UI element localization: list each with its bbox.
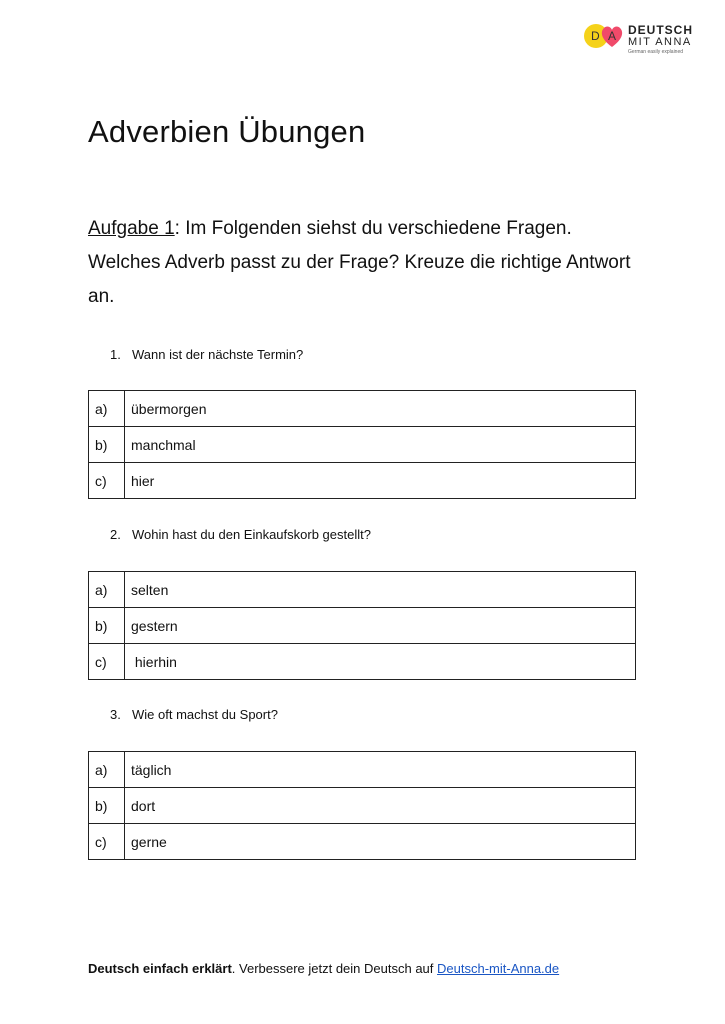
- answer-table-1: [88, 390, 636, 499]
- option-label: c): [89, 644, 125, 680]
- table-row[interactable]: [89, 644, 636, 680]
- option-answer: dort: [125, 788, 636, 824]
- option-answer: manchmal: [125, 427, 636, 463]
- task-label: Aufgabe 1: [88, 218, 175, 239]
- option-answer: gerne: [125, 824, 636, 860]
- table-row[interactable]: [89, 391, 636, 427]
- footer-tagline: Deutsch einfach erklärt: [88, 961, 232, 976]
- question-text: Wann ist der nächste Termin?: [132, 347, 304, 362]
- table-row[interactable]: [89, 824, 636, 860]
- option-label: b): [89, 427, 125, 463]
- footer-text: . Verbessere jetzt dein Deutsch auf: [231, 961, 438, 976]
- brand-logo: [584, 22, 704, 58]
- page-footer: [88, 961, 559, 976]
- table-row[interactable]: [89, 788, 636, 824]
- option-label: b): [89, 608, 125, 644]
- option-label: a): [89, 572, 125, 608]
- logo-letter-d: D: [591, 29, 600, 43]
- table-row[interactable]: [89, 752, 636, 788]
- question-text: Wie oft machst du Sport?: [132, 707, 278, 722]
- option-answer: selten: [125, 572, 636, 608]
- question-3: [110, 707, 278, 722]
- answer-table-3: [88, 751, 636, 860]
- footer-website-link[interactable]: Deutsch-mit-Anna.de: [437, 961, 560, 976]
- logo-letter-a: A: [608, 29, 617, 43]
- table-row[interactable]: [89, 427, 636, 463]
- option-answer: hierhin: [125, 644, 636, 680]
- question-text: Wohin hast du den Einkaufskorb gestellt?: [132, 527, 371, 542]
- table-row[interactable]: [89, 463, 636, 499]
- option-answer: gestern: [125, 608, 636, 644]
- option-label: a): [89, 752, 125, 788]
- question-number: 1.: [110, 347, 121, 362]
- question-2: [110, 527, 371, 542]
- answer-table-2: [88, 571, 636, 680]
- option-label: c): [89, 463, 125, 499]
- table-row[interactable]: [89, 572, 636, 608]
- logo-tagline: German easily explained: [628, 49, 684, 55]
- task-text: : Im Folgenden siehst du verschiedene Fragen. Welches Adverb passt zu der Frage? Kreuze die richtige Antwort an.: [88, 218, 631, 307]
- task-instructions: [88, 212, 648, 314]
- table-row[interactable]: [89, 608, 636, 644]
- option-answer: täglich: [125, 752, 636, 788]
- question-number: 3.: [110, 707, 121, 722]
- option-label: b): [89, 788, 125, 824]
- question-number: 2.: [110, 527, 121, 542]
- option-label: a): [89, 391, 125, 427]
- page-title: Adverbien Übungen: [88, 114, 366, 149]
- logo-wordmark-line2: MIT ANNA: [628, 36, 692, 48]
- question-1: [110, 347, 303, 362]
- option-label: c): [89, 824, 125, 860]
- option-answer: übermorgen: [125, 391, 636, 427]
- option-answer: hier: [125, 463, 636, 499]
- logo-wordmark-line1: DEUTSCH: [628, 23, 694, 37]
